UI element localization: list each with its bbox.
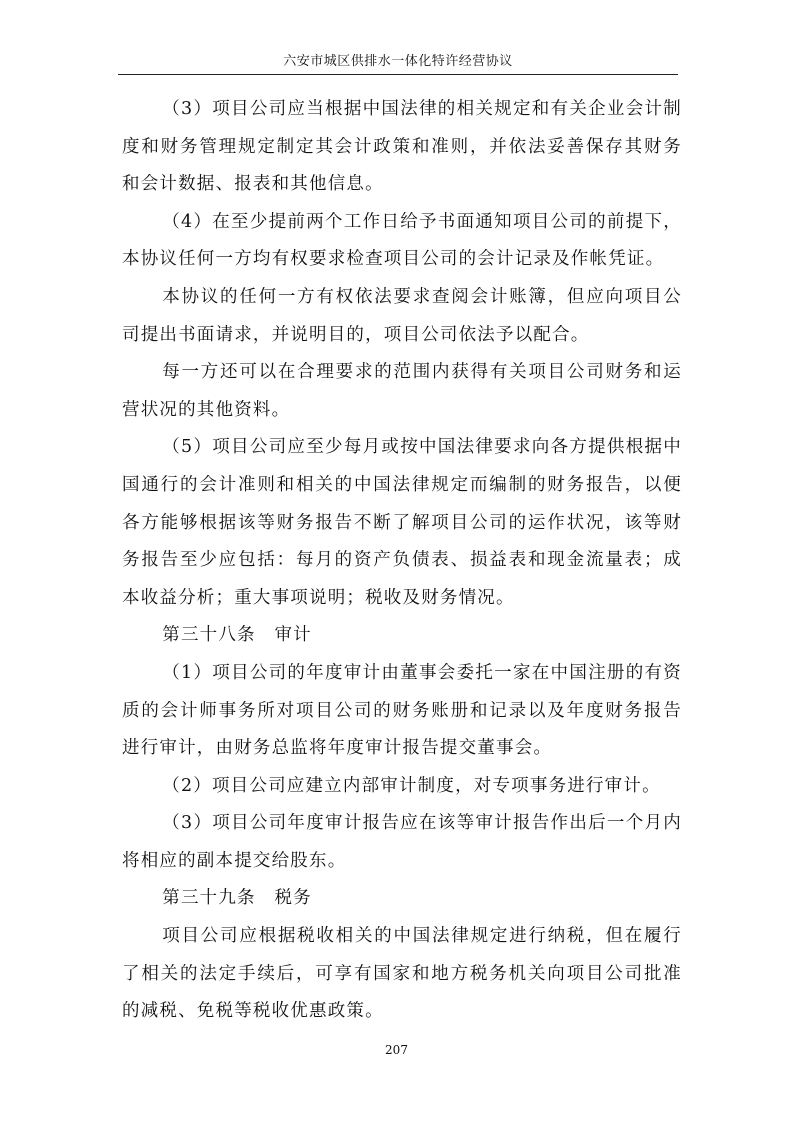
- paragraph-4-inspection-right: （4）在至少提前两个工作日给予书面通知项目公司的前提下，本协议任何一方均有权要求检查项目公司的会计记录及作帐凭证。: [122, 211, 682, 270]
- paragraph-other-information: 每一方还可以在合理要求的范围内获得有关项目公司财务和运营状况的其他资料。: [122, 362, 682, 420]
- article-38-heading: 第三十八条 审计: [162, 625, 312, 646]
- paragraph-audit-2: （2）项目公司应建立内部审计制度，对专项事务进行审计。: [162, 775, 661, 796]
- header-rule: [118, 74, 678, 75]
- article-39-heading: 第三十九条 税务: [162, 888, 312, 909]
- document-body: [122, 91, 682, 1031]
- paragraph-5-financial-reports: （5）项目公司应至少每月或按中国法律要求向各方提供根据中国通行的会计准则和相关的中国法律规定而编制的财务报告，以便各方能够根据该等财务报告不断了解项目公司的运作状况，该等财务报告至少应包括：每月的资产负债表、损益表和现金流量表；成本收益分析；重大事项说明；税收及财务情况。: [122, 437, 682, 608]
- running-header: 六安市城区供排水一体化特许经营协议: [283, 54, 513, 69]
- paragraph-tax: 项目公司应根据税收相关的中国法律规定进行纳税，但在履行了相关的法定手续后，可享有国家和地方税务机关向项目公司批准的减税、免税等税收优惠政策。: [122, 926, 682, 1022]
- paragraph-audit-3: （3）项目公司年度审计报告应在该等审计报告作出后一个月内将相应的副本提交给股东。: [122, 813, 682, 871]
- paragraph-3-accounting-policy: （3）项目公司应当根据中国法律的相关规定和有关企业会计制度和财务管理规定制定其会计政策和准则，并依法妥善保存其财务和会计数据、报表和其他信息。: [122, 99, 682, 195]
- page-number: 207: [385, 1043, 408, 1057]
- paragraph-account-book-review: 本协议的任何一方有权依法要求查阅会计账簿，但应向项目公司提出书面请求，并说明目的，项目公司依法予以配合。: [122, 286, 682, 345]
- paragraph-audit-1: （1）项目公司的年度审计由董事会委托一家在中国注册的有资质的会计师事务所对项目公司的财务账册和记录以及年度财务报告进行审计，由财务总监将年度审计报告提交董事会。: [122, 662, 682, 759]
